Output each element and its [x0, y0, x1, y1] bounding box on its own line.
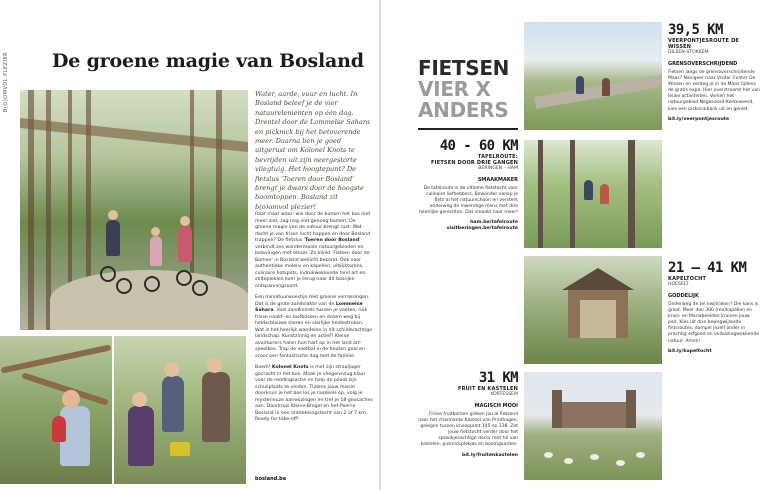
- paragraph: Een miniatuurwoestijn met groene verrassingen. Dat is de grote zandvlakte van de Lommelse Sahara. Voel zandkorrels tussen je voeten, ruik frisse naald- en loofbossen en droom weg bij helderblauwe meren en sierlijke heidestroken. Wat is het heerlijk wandelen in dit schilderachtige landschap. Kunstzinnig en actief? Kleine avonturiers halen hun hart op in het land art-speelbos. Trap de voetbal in de houten goal en scoor een fantastische dag met de familie.: [255, 295, 373, 359]
- running-head: B(O)OMVOL PLEZIER: [3, 51, 9, 112]
- page-title: De groene magie van Bosland: [52, 50, 364, 72]
- child-climbing-photo: [0, 336, 112, 484]
- route-block-veerpontjes: 39,5 KM VEERPONTJESROUTE DE WISSEN DILSEN-STOKKEM GRENSOVERSCHRIJDEND Fietsen langs de grensoverschrijdende Maas? Navigeer naar Visitor Center De Wissen en verdeg je in de Maas tijdens de gratis expo. Hier overstroomt het van leuke activiteiten. Verken het natuurgebied Negenoord-Kerkeweerd, kies een picknickbank uit en geniet. bit.ly/veerpontjesroute: [668, 22, 760, 122]
- dyke-cycling-photo: [524, 22, 662, 130]
- forest-cycling-photo: [20, 90, 248, 330]
- route-link[interactable]: bit.ly/veerpontjesroute: [668, 116, 730, 122]
- bosland-link[interactable]: bosland.be: [255, 476, 287, 482]
- paragraph: Raar maar waar: wie door de bomen het bos niet meer ziet, zag nog niet genoeg bomen. De groene magie van de natuur brengt rust. Wat dacht je van frisse lucht happen en door Bosland trappen? De fietslus 'Toeren door Bosland' verbindt zes wondermooie natuurgebieden en belevingen met elkaar. Zo klinkt 'Fietsen door de Bomen' in Bosland wellicht bekend. Ook voor authentieke molens en kapellen, uitkijktorens, culinaire hotspots, indrukwekkende land art en stiltepleklen kom je terug naar dit bosrijke ontspanningsoord.: [255, 212, 371, 289]
- route-link[interactable]: visitberingen.be/tafelroute: [446, 226, 518, 232]
- castle-meadow-photo: [524, 372, 662, 480]
- page-gutter: [379, 0, 381, 490]
- article-body: [255, 212, 373, 429]
- intro-text: Water, aarde, vuur en lucht. In Bosland beleef je de vier natuurelementen op één dag. Drentel door de Lommelse Sahara en picknick bij het betoverende meer. Daarna ben je goed uitgerust om Kolonel Knots te bevrijden uit zijn neergestorte vliegtuig. Het hoogtepunt? De fietslus 'Toeren door Bosland' brengt je dwars door de hoogste boomtoppen. Bosland zit b(o)omvol plezier!: [255, 90, 370, 211]
- route-block-fruit-kastelen: 31 KM FRUIT EN KASTELEN KORTESSEM MAGISCH MOOI Frisse fruitbomen gidsen jou al fietsend naar het charmante Kasteel van Printhagen, gelegen tussen knooppunt 145 en 138. Zet jouw fietstocht verder door het sprookjesachtige decor met tal van kastelen, picknickplekjes en boomgaarden. bit.ly/fruitenkastelen: [418, 370, 518, 458]
- route-block-kapeltocht: 21 – 41 KM KAPELTOCHT HOESELT GODDELIJK Onderweg de tel kwijtraken? Die kans is groot. Meer dan 300 (mo)kapellen en kruis- en Mariabeelden kruisen jouw pad. Kies uit drie bewegwijzerde fietsroutes, dompel jezelf onder in prachtig erfgoed en verbazingwekkende natuur. Amen! bit.ly/kapeltocht: [668, 260, 759, 354]
- paragraph: Boem! Kolonel Knots is met zijn straaljager gecrasht in het bos. Maak je vliegensvlug klaar voor de reddingsactie en help de piloot zijn schuilplaats te vinden. Tijdens jouw missie doorkruis je het bos los je raadsels op, volg je mysterieuze aanwijzingen en tref je 18 geocaches aan. Doorkruis Kleine-Brogel en het Peerse Bosland in een ontdekkingstocht van 2 of 7 km. Ready for take-off!: [255, 365, 373, 422]
- heading-rule: [418, 128, 518, 130]
- route-link[interactable]: bit.ly/fruitenkastelen: [461, 452, 518, 458]
- family-forest-photo: [114, 336, 246, 484]
- route-link[interactable]: bit.ly/kapeltocht: [668, 348, 712, 354]
- route-link[interactable]: ham.be/tafelroute: [470, 220, 518, 226]
- tree-lane-cycling-photo: [524, 140, 662, 248]
- chapel-photo: [524, 256, 662, 364]
- route-block-tafelroute: 40 - 60 KM TAFELROUTE: FIETSEN DOOR DRIE GANGEN BERINGEN – HAM SMAAKMAKER De tafelroute is de ultieme fietstocht voor culinaire liefhebbers. Bewonder vanop je fiets al het natuurschoon en versterk onderweg de inwendige mens met drie heerlijke gerechten. Dat smaakt naar meer! ham.be/tafelroute visitberingen.be/tafelroute: [418, 138, 518, 232]
- section-heading: FIETSEN VIER X ANDERS: [418, 56, 510, 122]
